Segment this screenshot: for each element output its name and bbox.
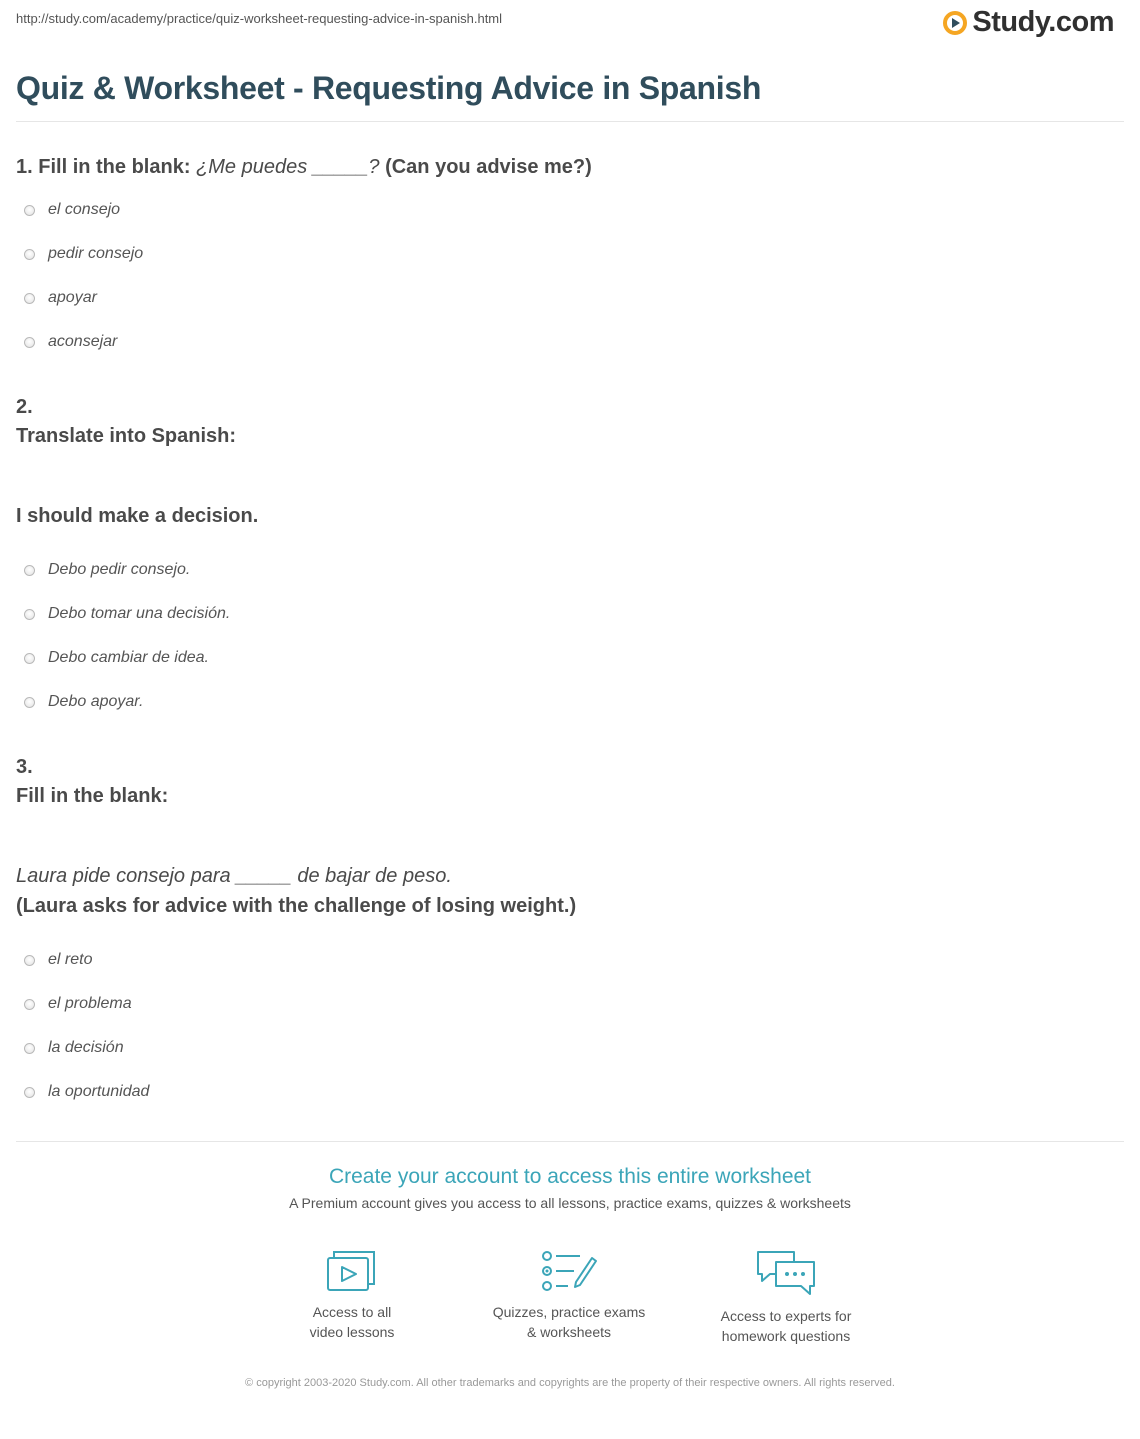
answer-option[interactable] [24, 332, 117, 352]
feature-label: Access to experts for homework questions [720, 1308, 852, 1344]
feature-quizzes [469, 1248, 669, 1342]
option-label: aconsejar [48, 333, 118, 350]
answer-option[interactable] [24, 994, 132, 1014]
option-label: el consejo [48, 201, 121, 218]
copyright: © copyright 2003-2020 Study.com. All other trademarks and copyrights are the property of their respective owners. All rights reserved. [245, 1377, 895, 1389]
radio-button[interactable] [24, 293, 35, 304]
option-label: Debo cambiar de idea. [48, 649, 209, 666]
answer-option[interactable] [24, 288, 97, 308]
feature-video-lessons [252, 1248, 452, 1342]
question-instruction: Fill in the blank: [16, 785, 169, 807]
question-prompt-english: (Can you advise me?) [385, 156, 592, 178]
study-logo[interactable] [942, 6, 1114, 39]
option-label: Debo tomar una decisión. [48, 605, 231, 622]
page-title: Quiz & Worksheet - Requesting Advice in Spanish [16, 70, 762, 106]
question-1 [16, 156, 592, 179]
radio-button[interactable] [24, 205, 35, 216]
answer-option[interactable] [24, 692, 143, 712]
question-sentence-spanish: Laura pide consejo para _____ de bajar de peso. [16, 865, 452, 887]
option-label: Debo apoyar. [48, 693, 144, 710]
option-label: apoyar [48, 289, 97, 306]
divider [16, 121, 1124, 122]
radio-button[interactable] [24, 565, 35, 576]
answer-option[interactable] [24, 244, 143, 264]
logo-text: Study.com [972, 6, 1114, 38]
quiz-list-icon [540, 1248, 598, 1294]
radio-button[interactable] [24, 1043, 35, 1054]
answer-option[interactable] [24, 950, 92, 970]
create-account-link[interactable]: Create your account to access this entire worksheet [328, 1165, 812, 1188]
option-label: la oportunidad [48, 1083, 150, 1100]
question-number: 1. [16, 156, 33, 178]
option-label: la decisión [48, 1039, 124, 1056]
chat-bubbles-icon [754, 1248, 818, 1298]
radio-button[interactable] [24, 609, 35, 620]
feature-experts [686, 1248, 886, 1346]
question-instruction: Translate into Spanish: [16, 425, 237, 447]
question-translation: (Laura asks for advice with the challenge of losing weight.) [16, 895, 577, 917]
option-label: pedir consejo [48, 245, 144, 262]
question-prompt-spanish: ¿Me puedes _____? [196, 156, 380, 178]
video-lessons-icon [326, 1248, 378, 1294]
radio-button[interactable] [24, 955, 35, 966]
radio-button[interactable] [24, 653, 35, 664]
play-logo-icon [942, 10, 968, 36]
question-prompt-label: Fill in the blank: [38, 156, 191, 178]
feature-label: Quizzes, practice exams & worksheets [492, 1304, 646, 1340]
option-label: el reto [48, 951, 93, 968]
question-number: 3. [16, 756, 33, 778]
feature-label: Access to all video lessons [309, 1304, 395, 1340]
answer-option[interactable] [24, 560, 190, 580]
question-sentence: I should make a decision. [16, 505, 259, 527]
radio-button[interactable] [24, 249, 35, 260]
radio-button[interactable] [24, 337, 35, 348]
divider [16, 1141, 1124, 1142]
answer-option[interactable] [24, 200, 120, 220]
answer-option[interactable] [24, 1038, 124, 1058]
radio-button[interactable] [24, 1087, 35, 1098]
answer-option[interactable] [24, 604, 230, 624]
answer-option[interactable] [24, 648, 209, 668]
option-label: el problema [48, 995, 132, 1012]
option-label: Debo pedir consejo. [48, 561, 191, 578]
question-number: 2. [16, 396, 33, 418]
radio-button[interactable] [24, 999, 35, 1010]
premium-description: A Premium account gives you access to all lessons, practice exams, quizzes & worksheets [289, 1195, 851, 1211]
answer-option[interactable] [24, 1082, 149, 1102]
radio-button[interactable] [24, 697, 35, 708]
page-url: http://study.com/academy/practice/quiz-worksheet-requesting-advice-in-spanish.html [16, 11, 503, 26]
